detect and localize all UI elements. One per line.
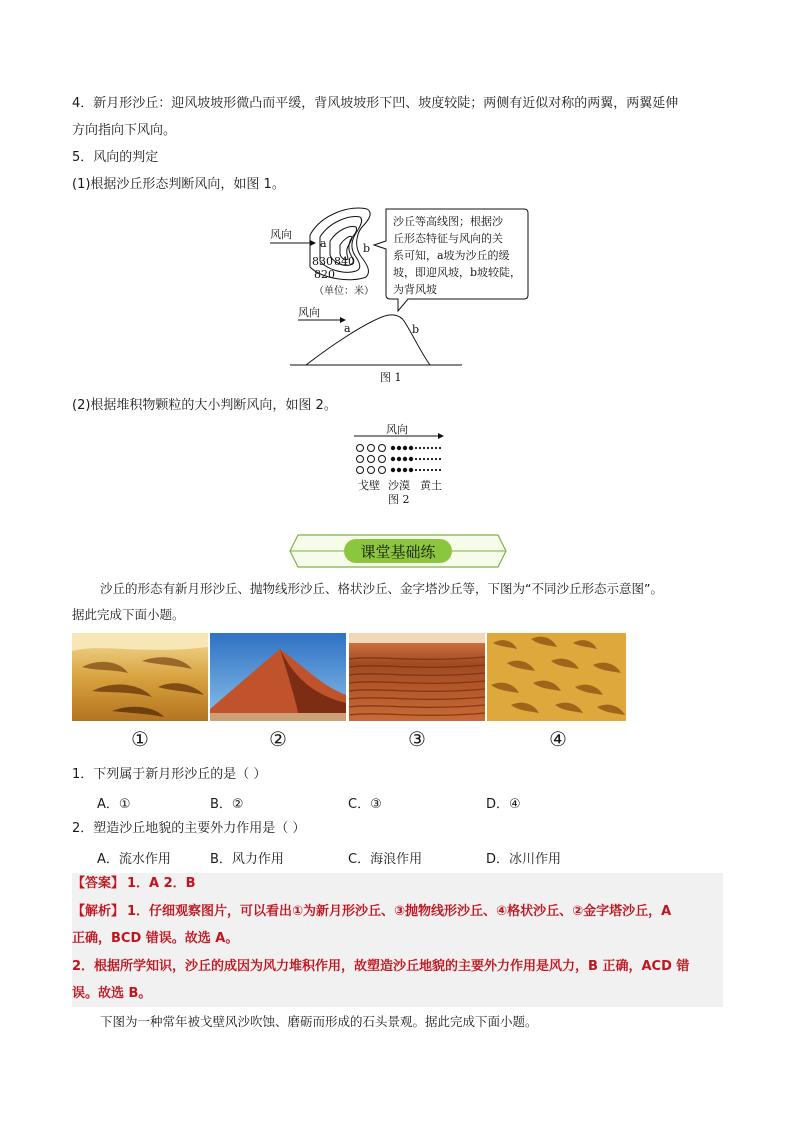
fig1-label-b-profile: b [412, 323, 420, 336]
sub1-text: (1)根据沙丘形态判断风向，如图 1。 [72, 177, 285, 192]
analysis-line4: 误。故选 B。 [72, 986, 152, 1001]
q1-option-d[interactable]: D．④ [486, 797, 521, 812]
q2-option-c[interactable]: C．海浪作用 [348, 852, 423, 867]
photo-crescent-dunes [72, 633, 208, 721]
fig1-callout-line5: 为背风坡 [393, 283, 437, 296]
q2-option-a[interactable]: A．流水作用 [97, 852, 171, 867]
answer-text: 1．A 2．B [127, 876, 196, 891]
photo-label-1: ① [131, 727, 149, 751]
item4-line1: 4．新月形沙丘：迎风坡坡形微凸而平缓，背风坡坡形下凹、坡度较陡；两侧有近似对称的两翼，两翼延伸 [72, 96, 679, 111]
fig2-zone-loess: 黄土 [420, 479, 442, 492]
photo-grid-dunes [487, 633, 626, 721]
fig1-label-a-profile: a [344, 322, 351, 335]
sub2-text: (2)根据堆积物颗粒的大小判断风向，如图 2。 [72, 398, 337, 413]
fig1-wind-label-top: 风向 [270, 228, 292, 241]
fig1-callout-line3: 系可知，a坡为沙丘的缓 [393, 249, 510, 262]
photo-label-2: ② [269, 727, 287, 751]
q1-option-c[interactable]: C．③ [348, 797, 382, 812]
figure-1-dune-diagram [262, 205, 532, 385]
fig1-contour-830: 830 [312, 255, 333, 268]
q1-stem: 1．下列属于新月形沙丘的是（ ） [72, 767, 267, 782]
fig2-wind-label: 风向 [386, 423, 408, 436]
q2-option-d[interactable]: D．冰川作用 [486, 852, 562, 867]
fig2-zone-gobi: 戈壁 [358, 479, 380, 492]
item4-line2: 方向指向下风向。 [72, 123, 177, 138]
fig2-caption: 图 2 [388, 493, 410, 506]
fig1-callout-line1: 沙丘等高线图；根据沙 [393, 215, 503, 228]
analysis-tag: 【解析】 [72, 904, 125, 919]
q2-stem: 2．塑造沙丘地貌的主要外力作用是（ ） [72, 821, 306, 836]
q2-option-b[interactable]: B．风力作用 [210, 852, 284, 867]
item5-title: 5．风向的判定 [72, 150, 159, 165]
fig1-contour-820: 820 [314, 268, 335, 281]
fig2-zone-desert: 沙漠 [388, 479, 410, 492]
fig1-label-b-contour: b [363, 242, 371, 255]
analysis-line2: 正确，BCD 错误。故选 A。 [72, 931, 239, 946]
section-title: 课堂基础练 [360, 543, 436, 561]
photo-label-4: ④ [549, 727, 567, 751]
photo-ripple-dunes [349, 633, 485, 721]
photo-label-3: ③ [408, 727, 426, 751]
fig1-contour-840: 840 [334, 255, 355, 268]
fig1-caption: 图 1 [380, 371, 402, 384]
photo-star-dune [210, 633, 346, 721]
answer-tag: 【答案】 [72, 876, 125, 891]
bottom-note: 下图为一种常年被戈壁风沙吹蚀、磨砺而形成的石头景观。据此完成下面小题。 [100, 1014, 538, 1029]
fig1-unit-label: （单位：米） [314, 286, 374, 297]
intro-line1: 沙丘的形态有新月形沙丘、抛物线形沙丘、格状沙丘、金字塔沙丘等，下图为“不同沙丘形态示意图”。 [100, 581, 663, 596]
analysis-line3: 2．根据所学知识，沙丘的成因为风力堆积作用，故塑造沙丘地貌的主要外力作用是风力，B 正确，ACD 错 [72, 959, 690, 974]
fig1-wind-label-bottom: 风向 [298, 306, 320, 319]
analysis-line1: 1．仔细观察图片，可以看出①为新月形沙丘、③抛物线形沙丘、④格状沙丘、②金字塔沙丘，A [127, 904, 672, 919]
q1-option-a[interactable]: A．① [97, 797, 131, 812]
fig1-label-a-contour: a [320, 237, 327, 250]
fig1-callout-line2: 丘形态特征与风向的关 [393, 232, 503, 245]
fig1-callout-line4: 坡，即迎风坡，b坡较陡， [393, 266, 522, 279]
q1-option-b[interactable]: B．② [210, 797, 244, 812]
figure-2-particle-diagram [350, 422, 450, 508]
intro-line2: 据此完成下面小题。 [72, 607, 185, 622]
section-banner [288, 531, 508, 571]
